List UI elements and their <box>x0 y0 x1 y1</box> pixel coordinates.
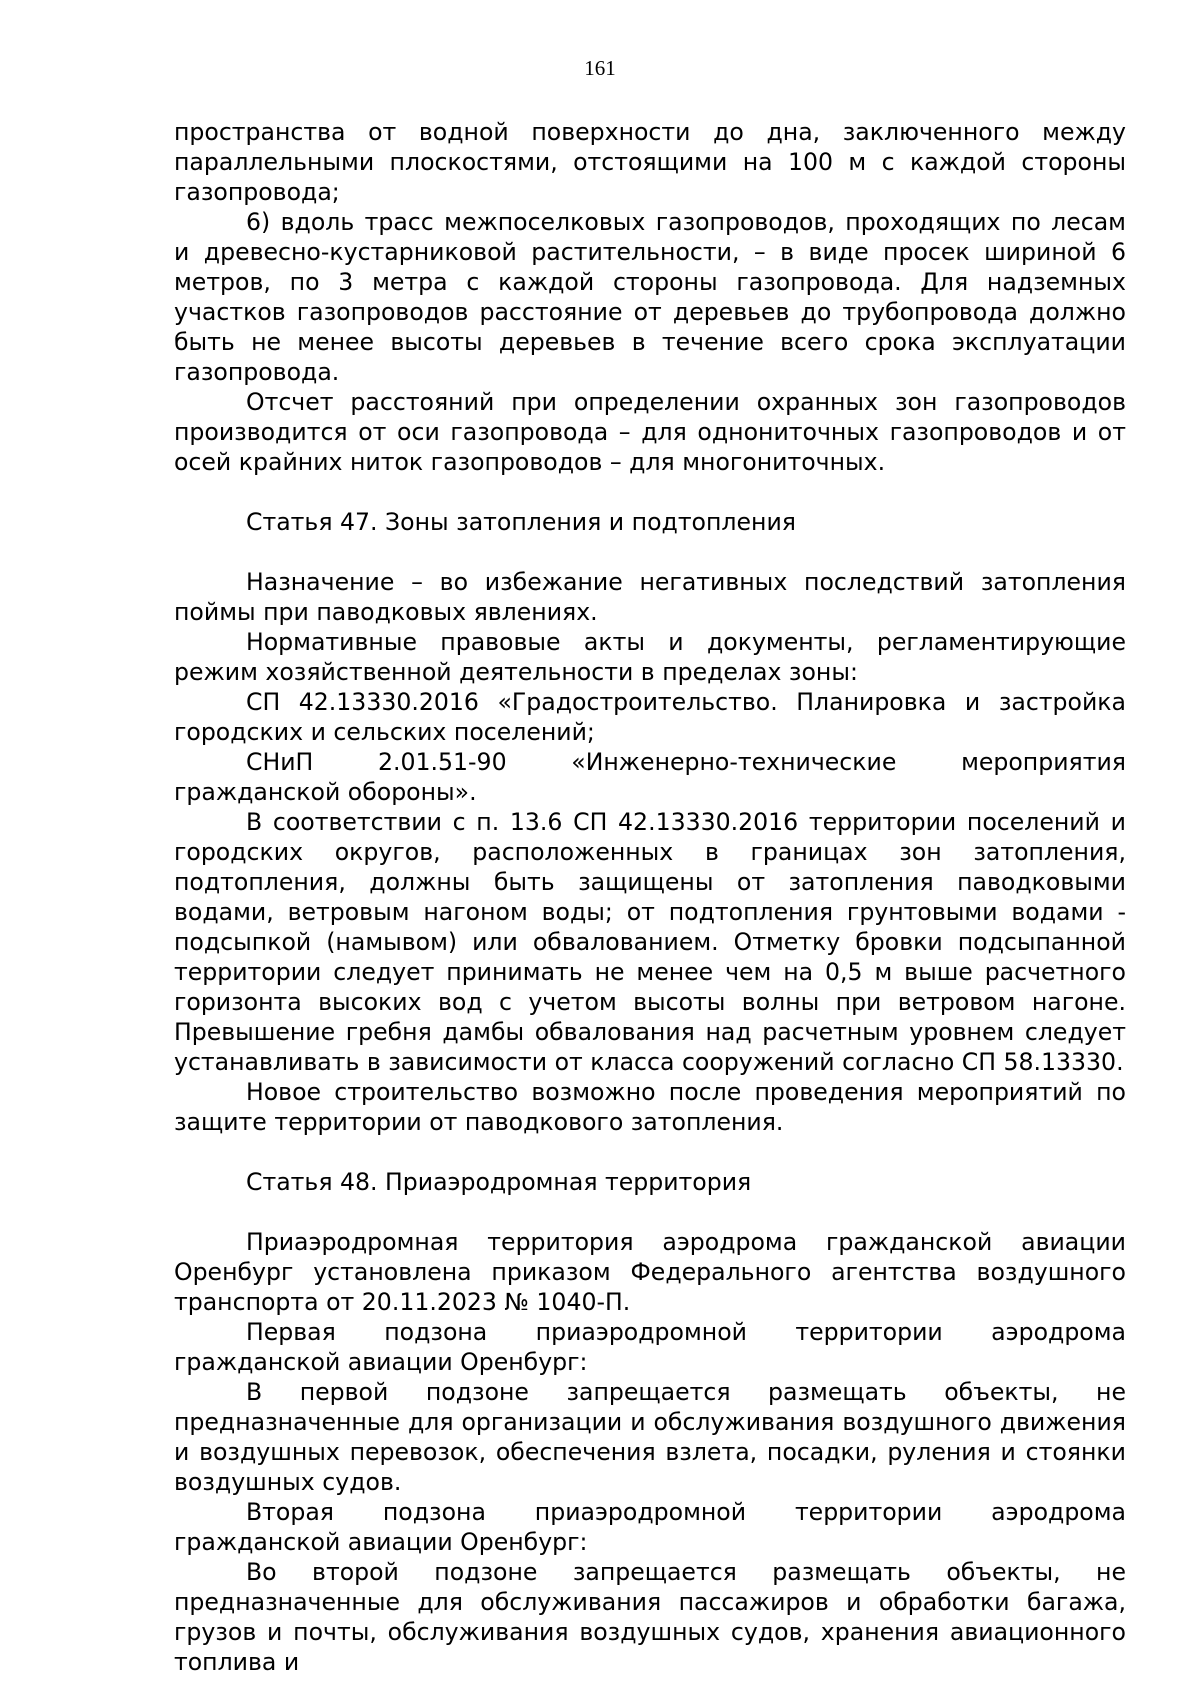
page-number: 161 <box>584 56 616 80</box>
paragraph-airfield-territory: Приаэродромная территория аэродрома гражданской авиации Оренбург установлена приказом Федерального агентства воздушного транспорта от 20.11.2023 № 1040-П. <box>174 1228 1126 1316</box>
document-body <box>174 117 1126 1677</box>
paragraph-purpose: Назначение – во избежание негативных последствий затопления поймы при паводковых явлениях. <box>174 568 1126 626</box>
paragraph-flood-protection: В соответствии с п. 13.6 СП 42.13330.2016 территории поселений и городских округов, расположенных в границах зон затопления, подтопления, должны быть защищены от затопления паводковыми водами, ветровым нагоном воды; от подтопления грунтовыми водами - подсыпкой (намывом) или обвалованием. Отметку бровки подсыпанной территории следует принимать не менее чем на 0,5 м выше расчетного горизонта высоких вод с учетом высоты волны при ветровом нагоне. Превышение гребня дамбы обвалования над расчетным уровнем следует устанавливать в зависимости от класса сооружений согласно СП 58.13330. <box>174 808 1126 1076</box>
article-47-heading: Статья 47. Зоны затопления и подтопления <box>246 508 796 536</box>
paragraph-new-construction: Новое строительство возможно после проведения мероприятий по защите территории от паводкового затопления. <box>174 1078 1126 1136</box>
paragraph-second-subzone-rules: Во второй подзоне запрещается размещать объекты, не предназначенные для обслуживания пассажиров и обработки багажа, грузов и почты, обслуживания воздушных судов, хранения авиационного топлива и <box>174 1558 1126 1676</box>
paragraph-snip: СНиП 2.01.51-90 «Инженерно-технические мероприятия гражданской обороны». <box>174 748 1126 806</box>
paragraph-first-subzone-title: Первая подзона приаэродромной территории аэродрома гражданской авиации Оренбург: <box>174 1318 1126 1376</box>
paragraph-gas-pipeline-forest-clearing: 6) вдоль трасс межпоселковых газопроводов, проходящих по лесам и древесно-кустарниковой растительности, – в виде просек шириной 6 метров, по 3 метра с каждой стороны газопровода. Для надземных участков газопроводов расстояние от деревьев до трубопровода должно быть не менее высоты деревьев в течение всего срока эксплуатации газопровода. <box>174 208 1126 386</box>
paragraph-regulatory-acts: Нормативные правовые акты и документы, регламентирующие режим хозяйственной деятельности в пределах зоны: <box>174 628 1126 686</box>
paragraph-sp-42: СП 42.13330.2016 «Градостроительство. Планировка и застройка городских и сельских поселений; <box>174 688 1126 746</box>
paragraph-second-subzone-title: Вторая подзона приаэродромной территории аэродрома гражданской авиации Оренбург: <box>174 1498 1126 1556</box>
article-48-heading: Статья 48. Приаэродромная территория <box>246 1168 752 1196</box>
paragraph-first-subzone-rules: В первой подзоне запрещается размещать объекты, не предназначенные для организации и обслуживания воздушного движения и воздушных перевозок, обеспечения взлета, посадки, руления и стоянки воздушных судов. <box>174 1378 1126 1496</box>
paragraph-distance-measurement: Отсчет расстояний при определении охранных зон газопроводов производится от оси газопровода – для однониточных газопроводов и от осей крайних ниток газопроводов – для многониточных. <box>174 388 1126 476</box>
paragraph-gas-pipeline-water-zone: пространства от водной поверхности до дна, заключенного между параллельными плоскостями, отстоящими на 100 м с каждой стороны газопровода; <box>174 118 1126 206</box>
